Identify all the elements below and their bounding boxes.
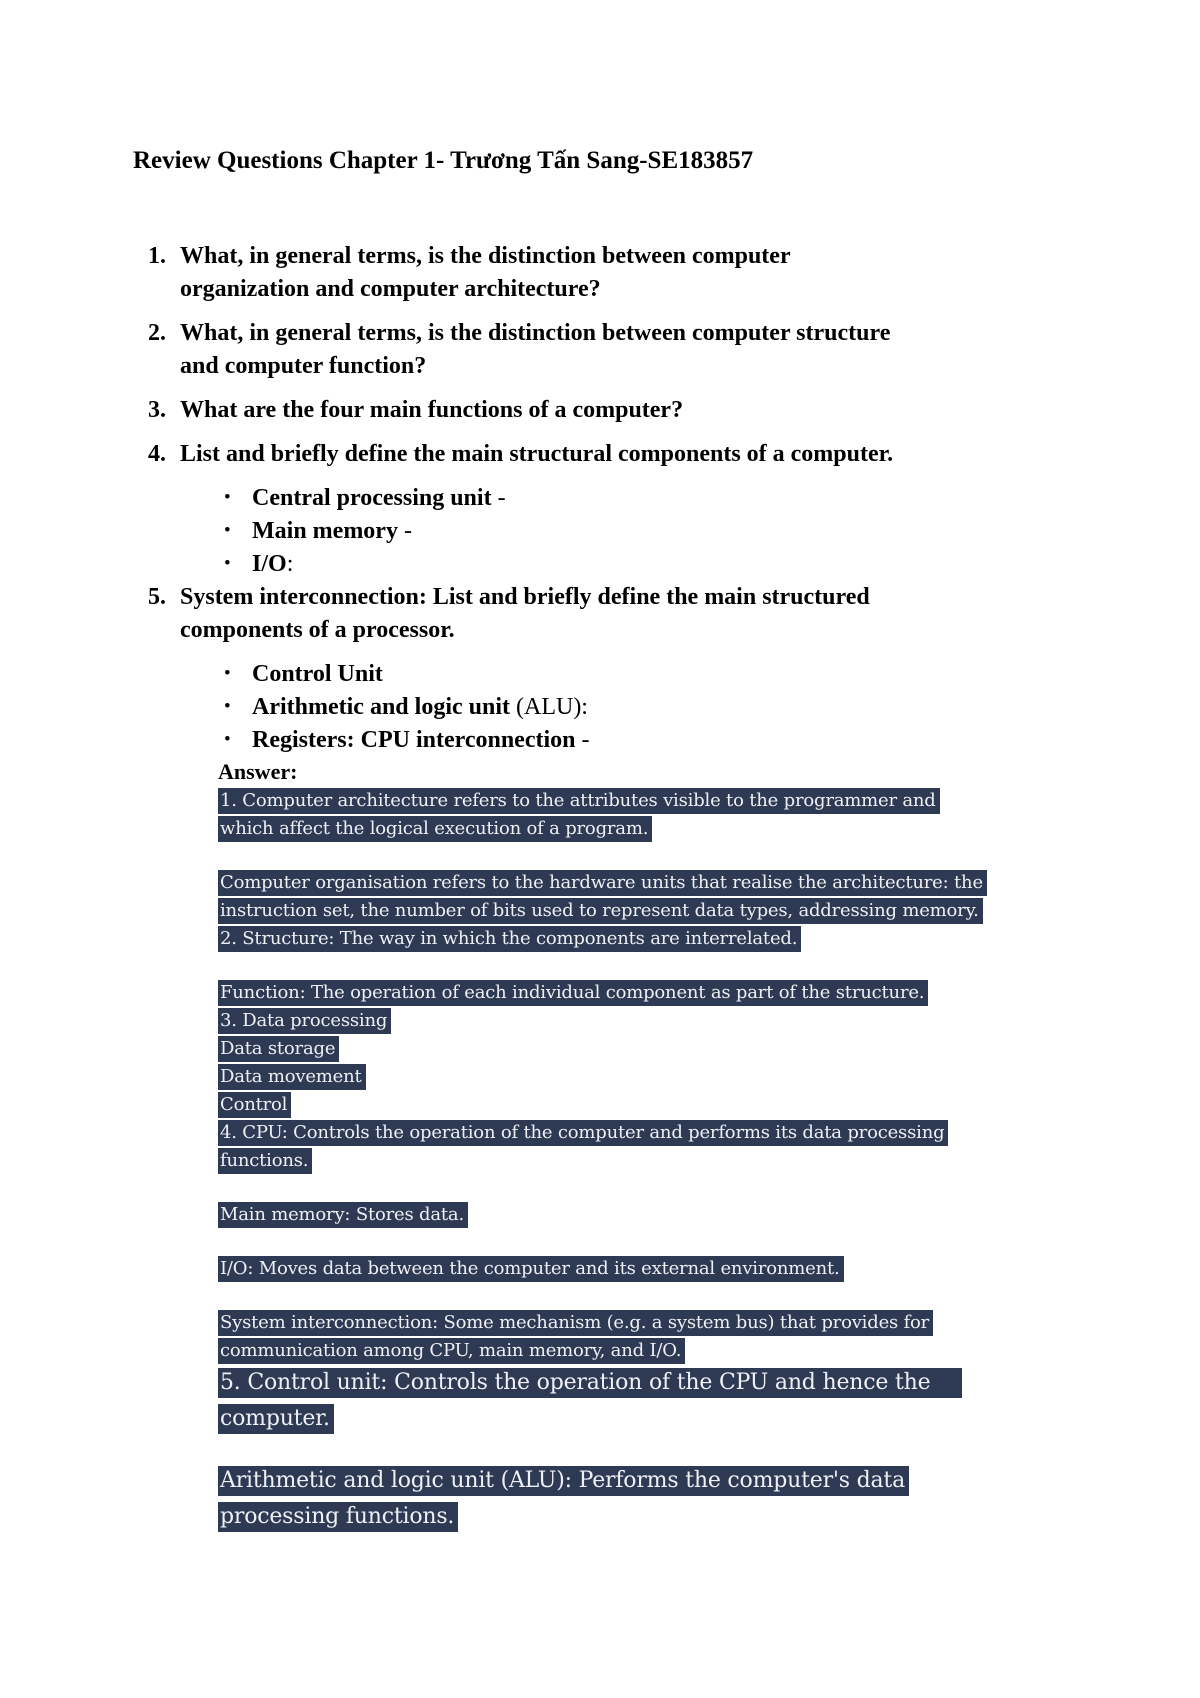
bullet-text-rest: (ALU): [510, 694, 588, 720]
bullet-list [133, 482, 1100, 581]
bullet-text-bold: Control Unit [252, 661, 383, 687]
answer-line [218, 1365, 1100, 1401]
question-line: components of a processor. [180, 617, 455, 643]
highlighted-text: 4. CPU: Controls the operation of the computer and performs its data processing [218, 1120, 948, 1146]
answer-line [218, 1463, 1100, 1499]
answer-line [218, 815, 1100, 843]
question-item-3 [133, 394, 1100, 427]
answer-line [218, 1147, 1100, 1175]
answer-line [218, 1063, 1100, 1091]
question-item-2 [133, 317, 1100, 383]
highlighted-text: instruction set, the number of bits used to represent data types, addressing memory. [218, 898, 983, 924]
highlighted-text: I/O: Moves data between the computer and its external environment. [218, 1256, 844, 1282]
answer-line [218, 1337, 1100, 1365]
bullet-item [133, 515, 1100, 548]
answer-label: Answer: [218, 759, 298, 784]
answer-line [218, 925, 1100, 953]
answer-section [218, 787, 1100, 1535]
question-item-5 [133, 581, 1100, 757]
bullet-item [133, 548, 1100, 581]
document-title: Review Questions Chapter 1- Trương Tấn Sang-SE183857 [133, 147, 754, 174]
highlighted-text: System interconnection: Some mechanism (e.g. a system bus) that provides for [218, 1310, 933, 1336]
question-line: and computer function? [180, 353, 427, 379]
highlighted-text: functions. [218, 1148, 312, 1174]
bullet-icon: • [224, 663, 231, 684]
bullet-item [133, 724, 1100, 757]
bullet-text-bold: I/O [252, 551, 287, 577]
highlighted-text: communication among CPU, main memory, and I/O. [218, 1338, 685, 1364]
answer-line [218, 1119, 1100, 1147]
bullet-icon: • [224, 729, 231, 750]
highlighted-text: Data storage [218, 1036, 339, 1062]
highlighted-text: processing functions. [218, 1502, 458, 1532]
question-line: What, in general terms, is the distinction between computer [180, 243, 791, 269]
bullet-item [133, 658, 1100, 691]
bullet-text-rest: - [575, 727, 590, 753]
answer-line [218, 1091, 1100, 1119]
bullet-text-rest: - [397, 518, 412, 544]
highlighted-text: Control [218, 1092, 291, 1118]
highlighted-text: 1. Computer architecture refers to the attributes visible to the programmer and [218, 788, 940, 814]
highlighted-text: Computer organisation refers to the hardware units that realise the architecture: the [218, 870, 987, 896]
bullet-list [133, 658, 1100, 757]
question-number: 1. [148, 243, 166, 269]
bullet-text-bold: Central processing unit [252, 485, 492, 511]
bullet-icon: • [224, 553, 231, 574]
bullet-text-rest: : [286, 551, 294, 577]
question-line: System interconnection: List and briefly define the main structured [180, 584, 870, 610]
highlighted-text: Function: The operation of each individual component as part of the structure. [218, 980, 928, 1006]
highlighted-text: Data movement [218, 1064, 366, 1090]
question-line: organization and computer architecture? [180, 276, 601, 302]
highlighted-text: which affect the logical execution of a program. [218, 816, 652, 842]
answer-line [218, 787, 1100, 815]
highlighted-text: Arithmetic and logic unit (ALU): Performs the computer's data [218, 1466, 909, 1496]
bullet-icon: • [224, 487, 231, 508]
answer-line [218, 1309, 1100, 1337]
bullet-item [133, 482, 1100, 515]
bullet-text-bold: Arithmetic and logic unit [252, 694, 510, 720]
answer-line [218, 1035, 1100, 1063]
highlighted-text: 2. Structure: The way in which the components are interrelated. [218, 926, 801, 952]
question-line: What are the four main functions of a computer? [180, 397, 684, 423]
question-number: 4. [148, 441, 166, 467]
highlighted-text: 3. Data processing [218, 1008, 391, 1034]
bullet-item [133, 691, 1100, 724]
bullet-icon: • [224, 696, 231, 717]
answer-line [218, 979, 1100, 1007]
highlighted-text: 5. Control unit: Controls the operation of the CPU and hence the [218, 1368, 962, 1398]
answer-line [218, 869, 1100, 897]
answer-line [218, 1201, 1100, 1229]
question-line: List and briefly define the main structural components of a computer. [180, 441, 894, 467]
question-number: 5. [148, 584, 166, 610]
answer-line [218, 1401, 1100, 1437]
bullet-text-bold: Registers: CPU interconnection [252, 727, 576, 753]
bullet-icon: • [224, 520, 231, 541]
answer-line [218, 1499, 1100, 1535]
answer-line [218, 1255, 1100, 1283]
question-number: 3. [148, 397, 166, 423]
bullet-text-bold: Main memory [252, 518, 398, 544]
answer-line [218, 1007, 1100, 1035]
highlighted-text: computer. [218, 1404, 334, 1434]
question-list [133, 240, 1100, 757]
highlighted-text: Main memory: Stores data. [218, 1202, 468, 1228]
question-line: What, in general terms, is the distinction between computer structure [180, 320, 891, 346]
question-number: 2. [148, 320, 166, 346]
question-item-4 [133, 438, 1100, 581]
answer-line [218, 897, 1100, 925]
question-item-1 [133, 240, 1100, 306]
bullet-text-rest: - [491, 485, 506, 511]
